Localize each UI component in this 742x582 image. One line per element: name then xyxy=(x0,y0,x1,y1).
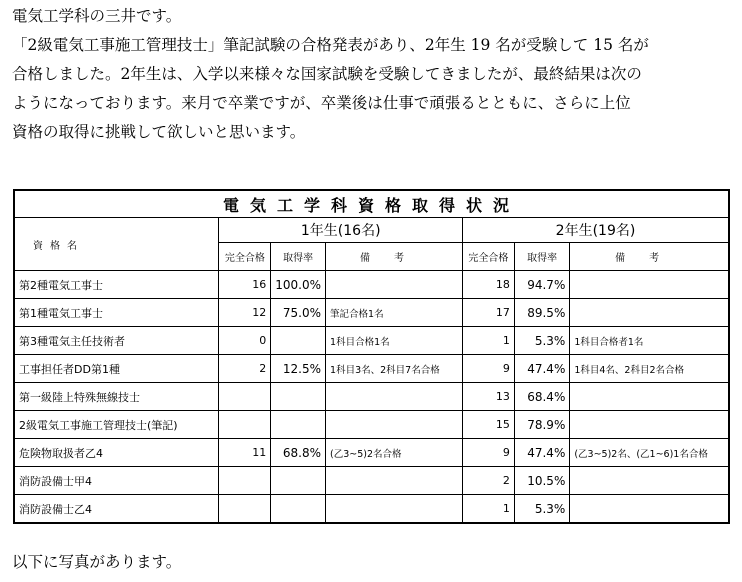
year2-pass-header: 完全合格 xyxy=(463,243,515,271)
year2-pass-count: 18 xyxy=(463,271,515,299)
qualification-name: 危険物取扱者乙4 xyxy=(14,439,219,467)
table-row xyxy=(14,327,729,355)
year2-note: 1科目合格者1名 xyxy=(570,327,729,355)
qualification-name: 2級電気工事施工管理技士(筆記) xyxy=(14,411,219,439)
year1-rate-header: 取得率 xyxy=(271,243,326,271)
year1-note xyxy=(326,411,463,439)
qualification-name: 工事担任者DD第1種 xyxy=(14,355,219,383)
year1-rate: 68.8% xyxy=(271,439,326,467)
year1-rate xyxy=(271,383,326,411)
year2-rate: 5.3% xyxy=(514,495,570,524)
qualification-name: 第3種電気主任技術者 xyxy=(14,327,219,355)
closing-text: 以下に写真があります。 xyxy=(12,553,182,571)
table-row xyxy=(14,299,729,327)
year2-note xyxy=(570,411,729,439)
year1-rate xyxy=(271,327,326,355)
year1-note xyxy=(326,271,463,299)
year1-pass-count: 0 xyxy=(219,327,271,355)
table-row xyxy=(14,495,729,524)
year1-rate: 12.5% xyxy=(271,355,326,383)
year1-rate xyxy=(271,467,326,495)
year1-pass-header: 完全合格 xyxy=(219,243,271,271)
intro-line: 資格の取得に挑戦して欲しいと思います。 xyxy=(12,123,306,141)
year1-pass-count xyxy=(219,383,271,411)
year1-note: 筆記合格1名 xyxy=(326,299,463,327)
year2-pass-count: 17 xyxy=(463,299,515,327)
table-row xyxy=(14,355,729,383)
year2-pass-count: 2 xyxy=(463,467,515,495)
year2-rate: 47.4% xyxy=(514,355,570,383)
year2-note xyxy=(570,299,729,327)
qualification-table xyxy=(13,189,730,524)
qualification-name: 第2種電気工事士 xyxy=(14,271,219,299)
year1-note xyxy=(326,495,463,524)
intro-line: 合格しました。2年生は、入学以来様々な国家試験を受験してきましたが、最終結果は次の xyxy=(12,65,642,83)
year1-pass-count: 11 xyxy=(219,439,271,467)
table-title: 電気工学科資格取得状況 xyxy=(14,190,729,218)
year1-pass-count: 16 xyxy=(219,271,271,299)
year1-pass-count: 2 xyxy=(219,355,271,383)
year1-pass-count xyxy=(219,411,271,439)
year2-rate: 94.7% xyxy=(514,271,570,299)
year1-note xyxy=(326,467,463,495)
year1-note: 1科目合格1名 xyxy=(326,327,463,355)
intro-line: 「2級電気工事施工管理技士」筆記試験の合格発表があり、2年生 19 名が受験して 15 名が xyxy=(12,36,649,54)
intro-paragraph xyxy=(12,2,734,147)
year2-note: (乙3~5)2名、(乙1~6)1名合格 xyxy=(570,439,729,467)
table-row xyxy=(14,271,729,299)
year2-pass-count: 1 xyxy=(463,495,515,524)
year2-pass-count: 15 xyxy=(463,411,515,439)
year2-rate: 78.9% xyxy=(514,411,570,439)
intro-line: ようになっております。来月で卒業ですが、卒業後は仕事で頑張るとともに、さらに上位 xyxy=(12,94,631,112)
year1-rate: 75.0% xyxy=(271,299,326,327)
year2-note xyxy=(570,495,729,524)
year2-pass-count: 1 xyxy=(463,327,515,355)
qualification-name: 第1種電気工事士 xyxy=(14,299,219,327)
qualification-name-header: 資格名 xyxy=(14,218,219,271)
qualification-name: 消防設備士乙4 xyxy=(14,495,219,524)
year1-rate xyxy=(271,495,326,524)
year2-note xyxy=(570,271,729,299)
year1-rate xyxy=(271,411,326,439)
year2-pass-count: 9 xyxy=(463,355,515,383)
year2-rate: 68.4% xyxy=(514,383,570,411)
year2-note xyxy=(570,467,729,495)
table-row xyxy=(14,439,729,467)
year1-note: (乙3~5)2名合格 xyxy=(326,439,463,467)
table-row xyxy=(14,467,729,495)
intro-line: 電気工学科の三井です。 xyxy=(12,7,182,25)
year1-pass-count xyxy=(219,467,271,495)
year2-rate: 89.5% xyxy=(514,299,570,327)
year1-header: 1年生(16名) xyxy=(219,218,463,243)
year2-rate: 47.4% xyxy=(514,439,570,467)
year1-pass-count xyxy=(219,495,271,524)
year2-pass-count: 13 xyxy=(463,383,515,411)
year1-pass-count: 12 xyxy=(219,299,271,327)
year2-rate: 5.3% xyxy=(514,327,570,355)
qualification-name: 消防設備士甲4 xyxy=(14,467,219,495)
qualification-name: 第一級陸上特殊無線技士 xyxy=(14,383,219,411)
year1-rate: 100.0% xyxy=(271,271,326,299)
table-row xyxy=(14,411,729,439)
year2-pass-count: 9 xyxy=(463,439,515,467)
year2-rate-header: 取得率 xyxy=(514,243,570,271)
year1-note: 1科目3名、2科目7名合格 xyxy=(326,355,463,383)
year1-note xyxy=(326,383,463,411)
year2-note-header: 備考 xyxy=(570,243,729,271)
year2-note xyxy=(570,383,729,411)
year2-header: 2年生(19名) xyxy=(463,218,730,243)
year2-rate: 10.5% xyxy=(514,467,570,495)
table-row xyxy=(14,383,729,411)
year2-note: 1科目4名、2科目2名合格 xyxy=(570,355,729,383)
year1-note-header: 備考 xyxy=(326,243,463,271)
